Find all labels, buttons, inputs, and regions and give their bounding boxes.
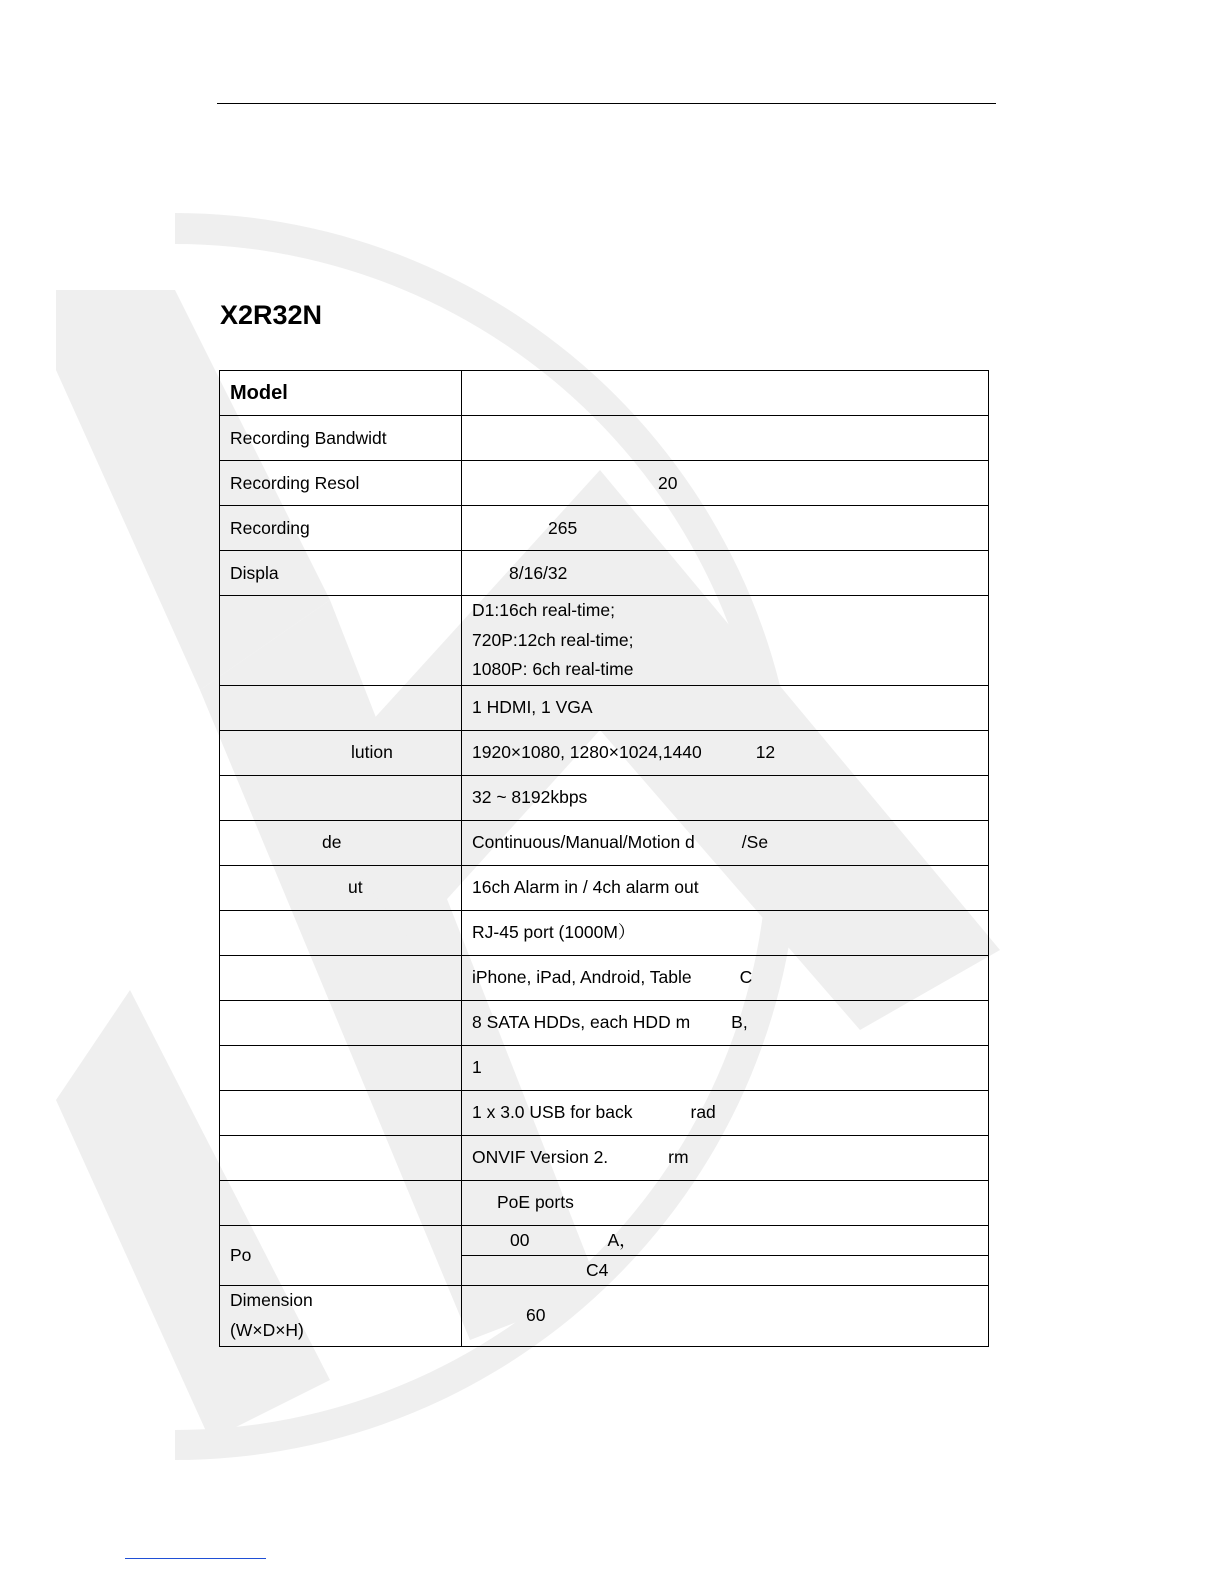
row-label: Recording [220, 506, 462, 551]
row-label [220, 955, 462, 1000]
table-row [220, 596, 989, 686]
table-row [220, 461, 989, 506]
header-value [462, 371, 989, 416]
value-line: 1080P: 6ch real-time [472, 659, 634, 679]
row-value: 8/16/32 [462, 551, 989, 596]
table-row-header [220, 371, 989, 416]
table-row [220, 1000, 989, 1045]
page-title: X2R32N [220, 300, 323, 330]
row-value: 1 HDMI, 1 VGA [462, 685, 989, 730]
value-text: Continuous/Manual/Motion d [472, 832, 695, 852]
row-value: 16ch Alarm in / 4ch alarm out [462, 865, 989, 910]
value-text: ONVIF Version 2. [472, 1147, 609, 1167]
row-value [462, 1090, 989, 1135]
table-row [220, 865, 989, 910]
row-value: 20 [462, 461, 989, 506]
row-label [220, 685, 462, 730]
power-value-a [462, 1225, 989, 1255]
table-row [220, 775, 989, 820]
value-tail: rm [668, 1147, 689, 1167]
value-text: iPhone, iPad, Android, Table [472, 967, 692, 987]
row-label: lution [220, 730, 462, 775]
value-tail: C [739, 967, 753, 987]
row-label [220, 1180, 462, 1225]
table-row [220, 1090, 989, 1135]
value-tail: rad [690, 1102, 716, 1122]
row-label: ut [220, 865, 462, 910]
row-value: 265 [462, 506, 989, 551]
table-row [220, 1135, 989, 1180]
table-row-poe [220, 1180, 989, 1225]
value-text: 00 [510, 1229, 530, 1250]
row-value [462, 1135, 989, 1180]
spec-table [219, 370, 989, 1347]
row-label [220, 1000, 462, 1045]
value-text: 1 x 3.0 USB for back [472, 1102, 633, 1122]
table-row [220, 730, 989, 775]
table-row [220, 506, 989, 551]
row-label [220, 910, 462, 955]
value-tail: 12 [755, 742, 776, 762]
value-tail: A， [607, 1229, 637, 1250]
table-row [220, 685, 989, 730]
row-label: Recording Resol [220, 461, 462, 506]
row-label [220, 1135, 462, 1180]
table-row [220, 910, 989, 955]
table-row [220, 1045, 989, 1090]
row-label [220, 596, 462, 686]
row-label: Displa [220, 551, 462, 596]
row-value: 1 [462, 1045, 989, 1090]
table-row-dimension [220, 1285, 989, 1346]
row-label: Recording Bandwidt [220, 416, 462, 461]
dimension-label [220, 1285, 462, 1346]
row-label [220, 1090, 462, 1135]
footer-link-underline [125, 1558, 266, 1559]
value-tail: B, [731, 1012, 748, 1032]
row-value [462, 955, 989, 1000]
row-value [462, 1000, 989, 1045]
row-label [220, 1045, 462, 1090]
value-tail: /Se [741, 832, 769, 852]
row-label: de [220, 820, 462, 865]
row-value: RJ-45 port (1000M） [462, 910, 989, 955]
value-text: 8 SATA HDDs, each HDD m [472, 1012, 691, 1032]
power-value-b: C4 [462, 1255, 989, 1285]
dimension-value: 60 [462, 1285, 989, 1346]
row-value [462, 596, 989, 686]
row-value: 32 ~ 8192kbps [462, 775, 989, 820]
table-row-power [220, 1225, 989, 1255]
row-label [220, 775, 462, 820]
value-line: 720P:12ch real-time; [472, 629, 634, 650]
table-row [220, 416, 989, 461]
row-value [462, 416, 989, 461]
header-label: Model [220, 371, 462, 416]
table-row [220, 551, 989, 596]
row-value [462, 730, 989, 775]
row-value [462, 820, 989, 865]
power-label: Po [220, 1225, 462, 1285]
table-row [220, 820, 989, 865]
row-value: PoE ports [462, 1180, 989, 1225]
label-line: (W×D×H) [230, 1319, 304, 1340]
header-rule [217, 103, 996, 104]
label-line: Dimension [230, 1290, 313, 1310]
value-text: 1920×1080, 1280×1024,1440 [472, 742, 702, 762]
value-line: D1:16ch real-time; [472, 600, 615, 620]
table-row [220, 955, 989, 1000]
